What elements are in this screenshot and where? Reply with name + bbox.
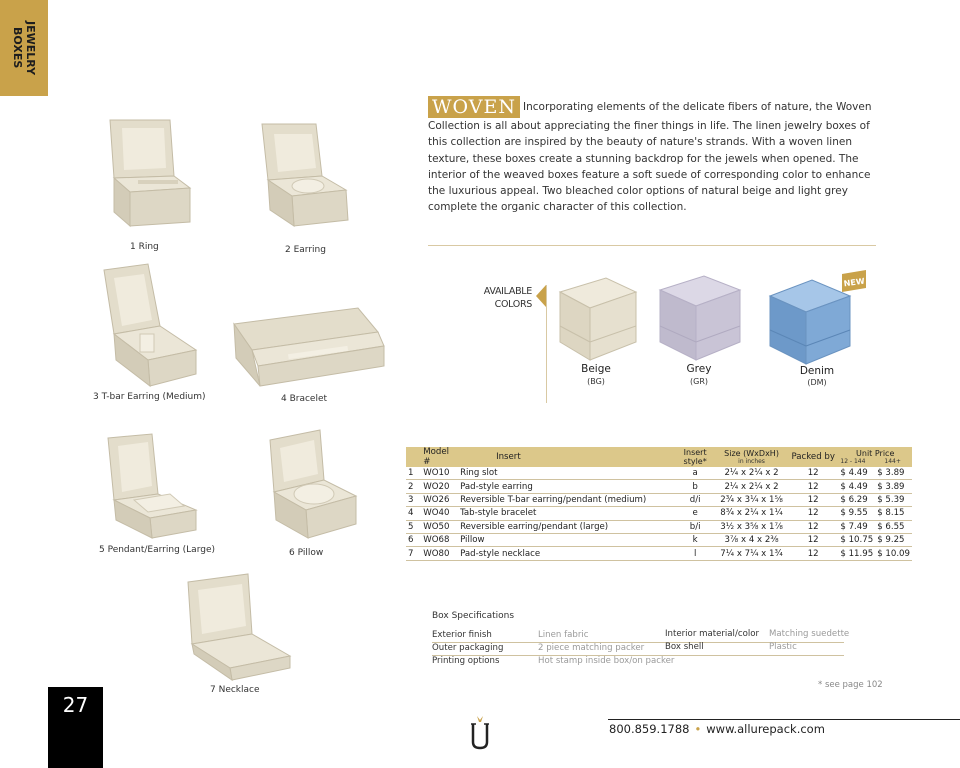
- table-row: 1 WO10 Ring slot a 2¼ x 2¼ x 2 12 $ 4.49 $ 3.89: [406, 467, 912, 480]
- product-caption-earring: 2 Earring: [285, 245, 326, 255]
- footer-line: [608, 719, 960, 720]
- table-row: 3 WO26 Reversible T-bar earring/pendant (medium) d/i 2¾ x 3¼ x 1⅝ 12 $ 6.29 $ 5.39: [406, 493, 912, 506]
- spec-label: Exterior finish: [432, 630, 492, 640]
- new-badge-label: NEW: [843, 276, 866, 289]
- spec-label: Interior material/color: [665, 629, 760, 639]
- spec-value: Linen fabric: [538, 630, 589, 640]
- separator-dot: •: [694, 722, 702, 736]
- available-colors-label: [476, 285, 532, 311]
- tbar-earring-box-image: [100, 262, 200, 388]
- available-label-line2: COLORS: [494, 299, 532, 310]
- table-row: 5 WO50 Reversible earring/pendant (large) b/i 3½ x 3⅝ x 1⅞ 12 $ 7.49 $ 6.55: [406, 520, 912, 533]
- color-divider: [546, 285, 547, 403]
- product-caption-necklace: 7 Necklace: [210, 685, 260, 695]
- header-style: Insert style*: [683, 448, 707, 466]
- divider: [428, 245, 876, 246]
- table-row: 6 WO68 Pillow k 3⅞ x 4 x 2⅜ 12 $ 10.75 $ 9.25: [406, 533, 912, 546]
- website-link[interactable]: www.allurepack.com: [706, 722, 825, 736]
- intro-text: Incorporating elements of the delicate fibers of nature, the Woven Collection is all about appreciating the finer things in life. The linen jewelry boxes of this collection are inspired by the beauty of nature's strands. With a woven linen texture, these boxes create a stunning backdrop for the jewels when opened. The interior of the weaved boxes feature a soft suede of corresponding color to enhance the luxurious appeal. Two bleached color options of natural beige and light grey complete the organic character of this collection.: [428, 101, 872, 214]
- header-size: Size (WxDxH) in inches: [724, 448, 779, 465]
- page-number-block: [48, 687, 103, 768]
- section-tab: [0, 0, 48, 96]
- intro-paragraph: [428, 96, 878, 216]
- spec-label: Box shell: [665, 642, 704, 652]
- product-caption-pillow: 6 Pillow: [289, 548, 324, 558]
- spec-value: Plastic: [769, 642, 797, 652]
- page-number: 27: [62, 693, 89, 717]
- swatch-beige-code: (BG): [587, 377, 605, 386]
- contact-info: [609, 722, 825, 736]
- header-insert: Insert: [496, 452, 521, 462]
- product-caption-bracelet: 4 Bracelet: [281, 394, 328, 404]
- spec-label: Printing options: [432, 656, 500, 666]
- pricing-table: [406, 447, 912, 561]
- product-caption-ring: 1 Ring: [130, 242, 159, 252]
- ring-box-image: [104, 116, 194, 234]
- header-packed: Packed by: [791, 452, 835, 462]
- spec-value: 2 piece matching packer: [538, 643, 645, 653]
- table-row: 4 WO40 Tab-style bracelet e 8¾ x 2¼ x 1¼ 12 $ 9.55 $ 8.15: [406, 507, 912, 520]
- section-tab-label: JEWELRY BOXES: [11, 20, 37, 76]
- pendant-earring-box-image: [104, 430, 200, 540]
- table-row: 7 WO80 Pad-style necklace l 7¼ x 7¼ x 1¾ 12 $ 11.95 $ 10.09: [408, 548, 910, 559]
- swatch-grey-code: (GR): [690, 377, 708, 386]
- necklace-box-image: [186, 572, 296, 682]
- header-price: Unit Price 12 - 144 144+: [840, 448, 901, 465]
- product-caption-pendant: 5 Pendant/Earring (Large): [99, 545, 215, 555]
- pillow-box-image: [268, 428, 360, 540]
- specs-title: Box Specifications: [432, 611, 515, 621]
- spec-value: Hot stamp inside box/on packer: [538, 656, 675, 666]
- swatch-denim-name: Denim: [799, 365, 835, 377]
- woven-badge: WOVEN: [428, 96, 520, 118]
- header-model: Model #: [423, 447, 450, 467]
- brand-logo-icon: [469, 716, 491, 750]
- spec-label: Outer packaging: [432, 643, 504, 653]
- swatch-grey-name: Grey: [686, 363, 712, 375]
- new-badge: [840, 270, 868, 292]
- table-row: 2 WO20 Pad-style earring b 2¼ x 2¼ x 2 12 $ 4.49 $ 3.89: [406, 480, 912, 493]
- earring-box-image: [258, 120, 354, 232]
- swatch-grey-box: [656, 274, 744, 362]
- phone-number: 800.859.1788: [609, 722, 690, 736]
- swatch-beige-name: Beige: [581, 363, 611, 375]
- arrow-icon: [536, 285, 546, 307]
- spec-value: Matching suedette: [769, 629, 850, 639]
- swatch-beige-box: [556, 276, 640, 362]
- footnote: * see page 102: [818, 680, 883, 690]
- product-caption-tbar: 3 T-bar Earring (Medium): [93, 392, 206, 402]
- available-label-line1: AVAILABLE: [483, 286, 532, 297]
- swatch-denim-code: (DM): [807, 378, 827, 387]
- bracelet-box-image: [228, 306, 388, 390]
- table-header-row: [406, 447, 912, 467]
